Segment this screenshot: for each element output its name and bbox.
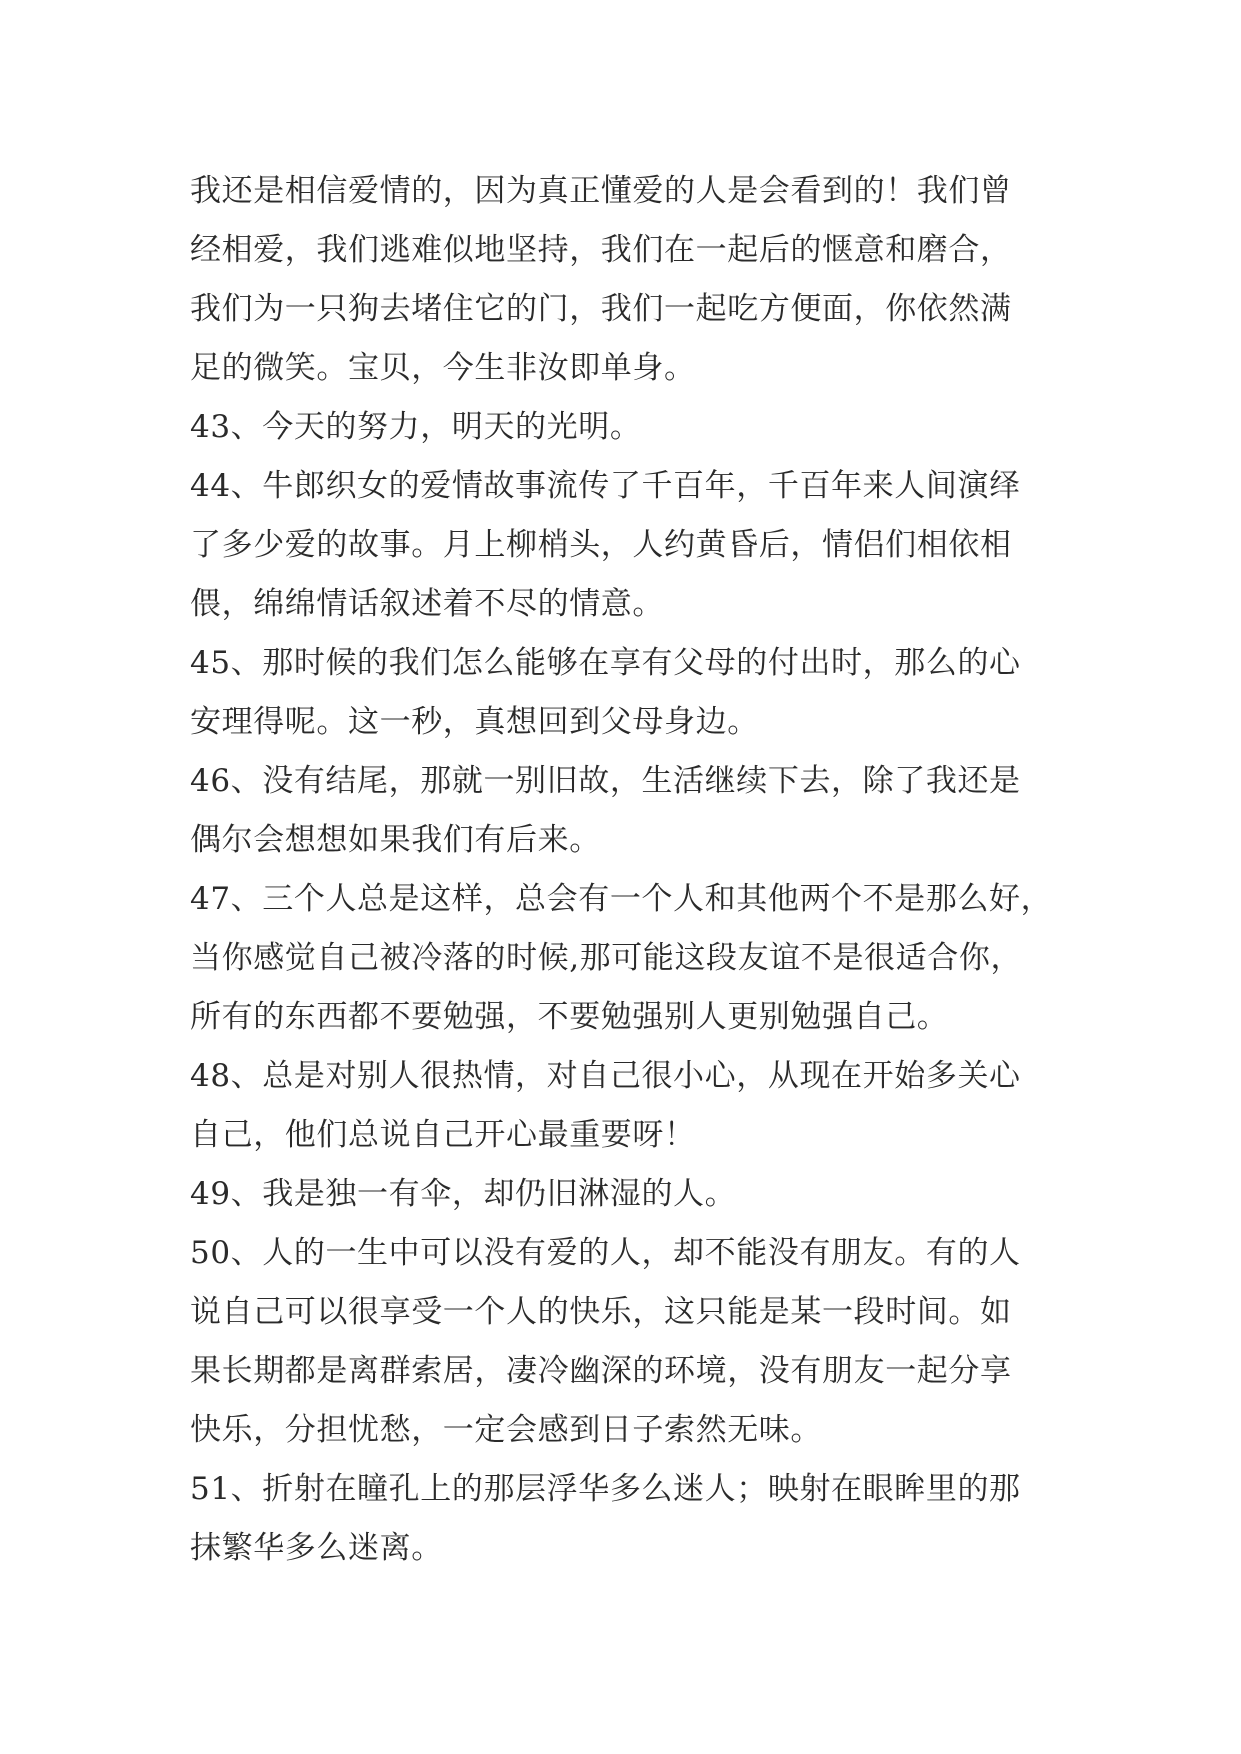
text-line: 果长期都是离群索居，凄冷幽深的环境，没有朋友一起分享: [190, 1353, 1012, 1389]
text-line: 45、那时候的我们怎么能够在享有父母的付出时，那么的心: [190, 645, 1021, 681]
text-line: 所有的东西都不要勉强，不要勉强别人更别勉强自己。: [190, 999, 949, 1035]
text-line: 51、折射在瞳孔上的那层浮华多么迷人；映射在眼眸里的那: [190, 1471, 1021, 1507]
text-line: 说自己可以很享受一个人的快乐，这只能是某一段时间。如: [190, 1294, 1012, 1330]
text-line: 44、牛郎织女的爱情故事流传了千百年，千百年来人间演绎: [190, 468, 1021, 504]
text-line: 快乐，分担忧愁，一定会感到日子索然无味。: [190, 1412, 822, 1448]
text-line: 自己，他们总说自己开心最重要呀！: [190, 1117, 696, 1153]
text-line: 抹繁华多么迷离。: [190, 1530, 443, 1566]
text-line: 当你感觉自己被冷落的时候,那可能这段友谊不是很适合你，: [190, 940, 1023, 976]
text-line: 49、我是独一有伞，却仍旧淋湿的人。: [190, 1176, 737, 1212]
text-line: 46、没有结尾，那就一别旧故，生活继续下去，除了我还是: [190, 763, 1021, 799]
text-line: 安理得呢。这一秒，真想回到父母身边。: [190, 704, 759, 740]
text-line: 50、人的一生中可以没有爱的人，却不能没有朋友。有的人: [190, 1235, 1021, 1271]
document-body: [190, 162, 1070, 1578]
text-line: 偶尔会想想如果我们有后来。: [190, 822, 601, 858]
text-line: 43、今天的努力，明天的光明。: [190, 409, 642, 445]
text-line: 我们为一只狗去堵住它的门，我们一起吃方便面，你依然满: [190, 291, 1012, 327]
text-line: 48、总是对别人很热情，对自己很小心，从现在开始多关心: [190, 1058, 1021, 1094]
text-line: 47、三个人总是这样，总会有一个人和其他两个不是那么好，: [190, 881, 1053, 917]
text-line: 经相爱，我们逃难似地坚持，我们在一起后的惬意和磨合，: [190, 232, 1012, 268]
text-line: 足的微笑。宝贝，今生非汝即单身。: [190, 350, 696, 386]
text-line: 偎，绵绵情话叙述着不尽的情意。: [190, 586, 664, 622]
text-line: 我还是相信爱情的，因为真正懂爱的人是会看到的！我们曾: [190, 173, 1012, 209]
text-line: 了多少爱的故事。月上柳梢头，人约黄昏后，情侣们相依相: [190, 527, 1012, 563]
